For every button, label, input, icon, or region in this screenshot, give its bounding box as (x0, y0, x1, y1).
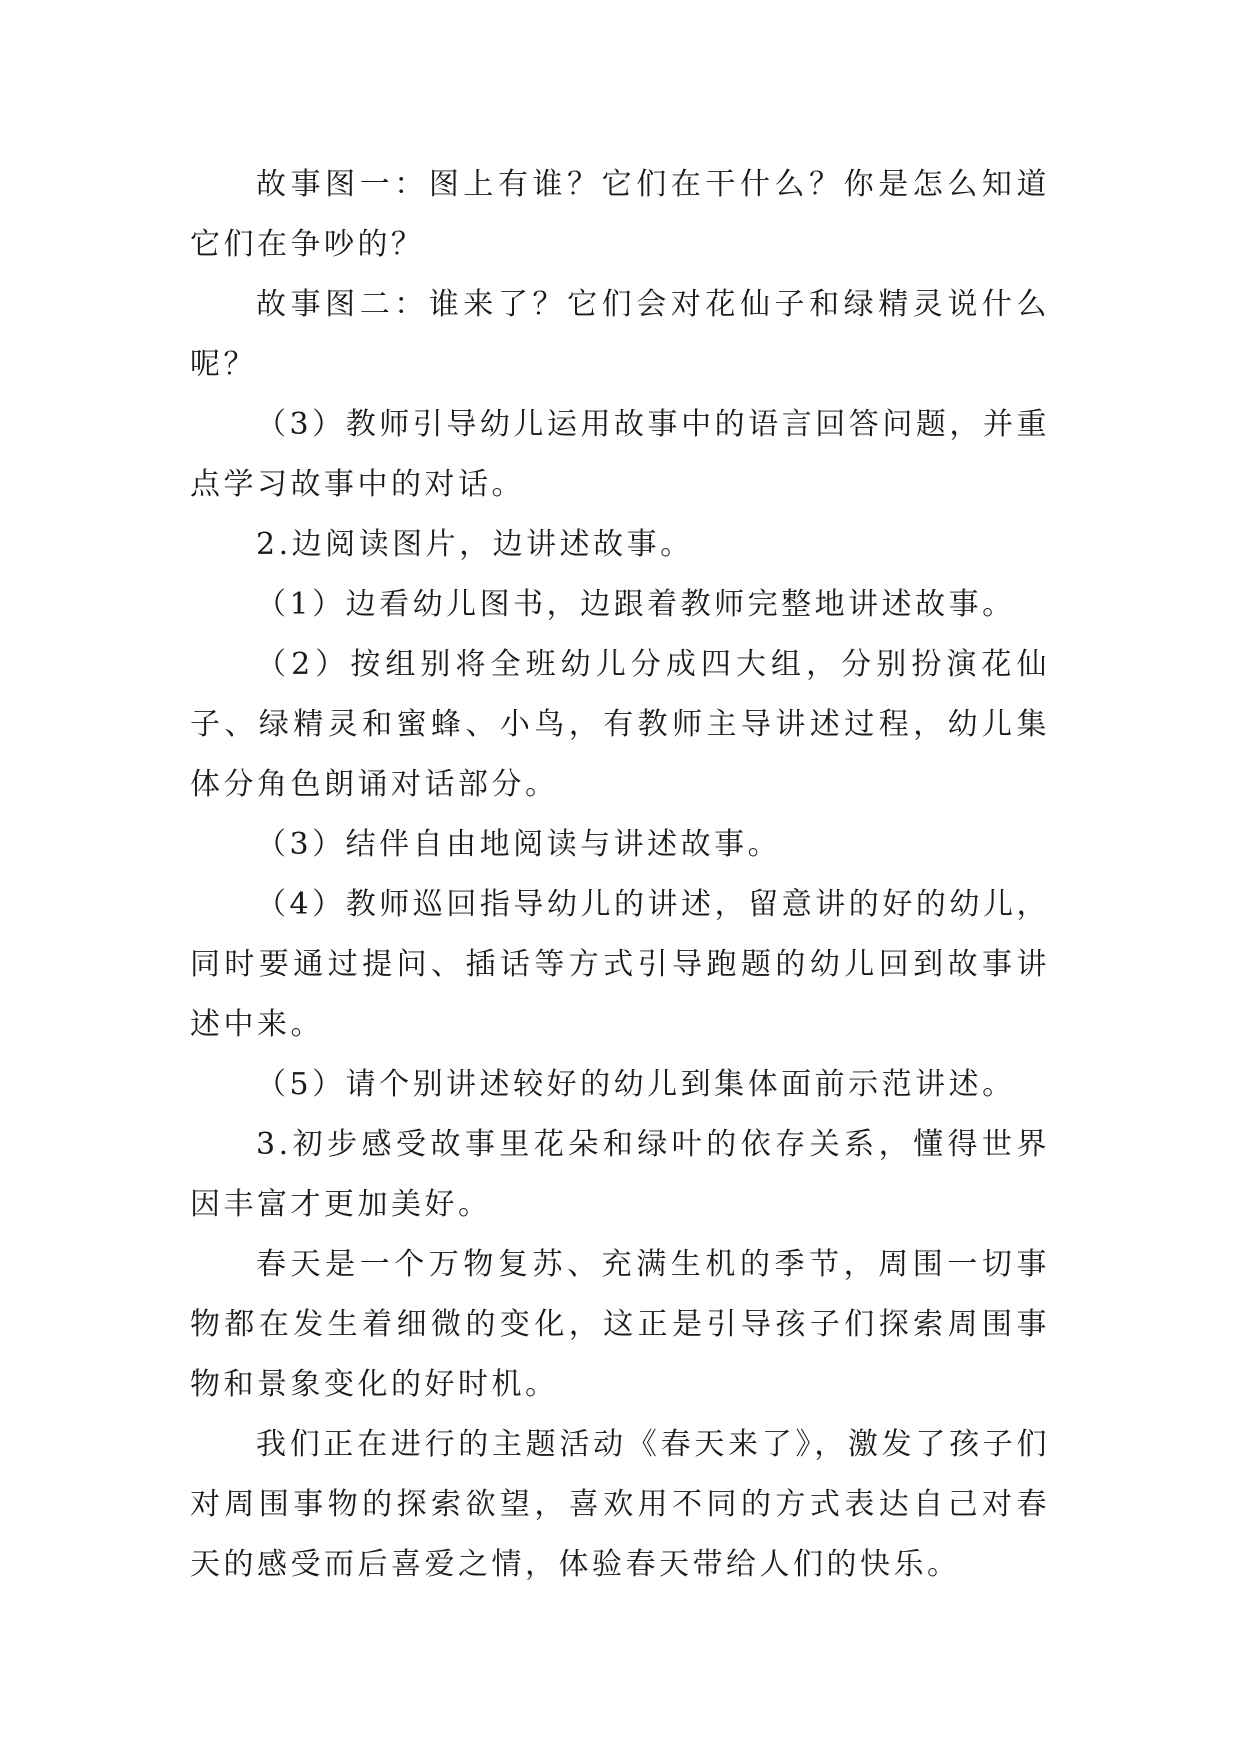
paragraph-spring-theme: 我们正在进行的主题活动《春天来了》，激发了孩子们对周围事物的探索欲望，喜欢用不同的方式表达自己对春天的感受而后喜爱之情，体验春天带给人们的快乐。 (190, 1427, 1050, 1582)
paragraph-step-2-2: （2）按组别将全班幼儿分成四大组，分别扮演花仙子、绿精灵和蜜蜂、小鸟，有教师主导讲述过程，幼儿集体分角色朗诵对话部分。 (190, 647, 1050, 802)
paragraph-spring-intro: 春天是一个万物复苏、充满生机的季节，周围一切事物都在发生着细微的变化，这正是引导孩子们探索周围事物和景象变化的好时机。 (190, 1247, 1050, 1402)
paragraph-story-picture-two: 故事图二：谁来了？它们会对花仙子和绿精灵说什么呢？ (190, 287, 1050, 382)
document-body (190, 155, 1050, 1595)
paragraph-section-3: 3.初步感受故事里花朵和绿叶的依存关系，懂得世界因丰富才更加美好。 (190, 1127, 1050, 1222)
paragraph-step-2-3: （3）结伴自由地阅读与讲述故事。 (256, 827, 782, 862)
paragraph-section-2: 2.边阅读图片，边讲述故事。 (256, 527, 694, 562)
paragraph-step-2-5: （5）请个别讲述较好的幼儿到集体面前示范讲述。 (256, 1067, 1016, 1102)
paragraph-story-picture-one: 故事图一：图上有谁？它们在干什么？你是怎么知道它们在争吵的？ (190, 167, 1050, 262)
paragraph-step-1-3: （3）教师引导幼儿运用故事中的语言回答问题，并重点学习故事中的对话。 (190, 407, 1050, 502)
paragraph-step-2-1: （1）边看幼儿图书，边跟着教师完整地讲述故事。 (256, 587, 1016, 622)
paragraph-step-2-4: （4）教师巡回指导幼儿的讲述，留意讲的好的幼儿，同时要通过提问、插话等方式引导跑题的幼儿回到故事讲述中来。 (190, 887, 1050, 1042)
